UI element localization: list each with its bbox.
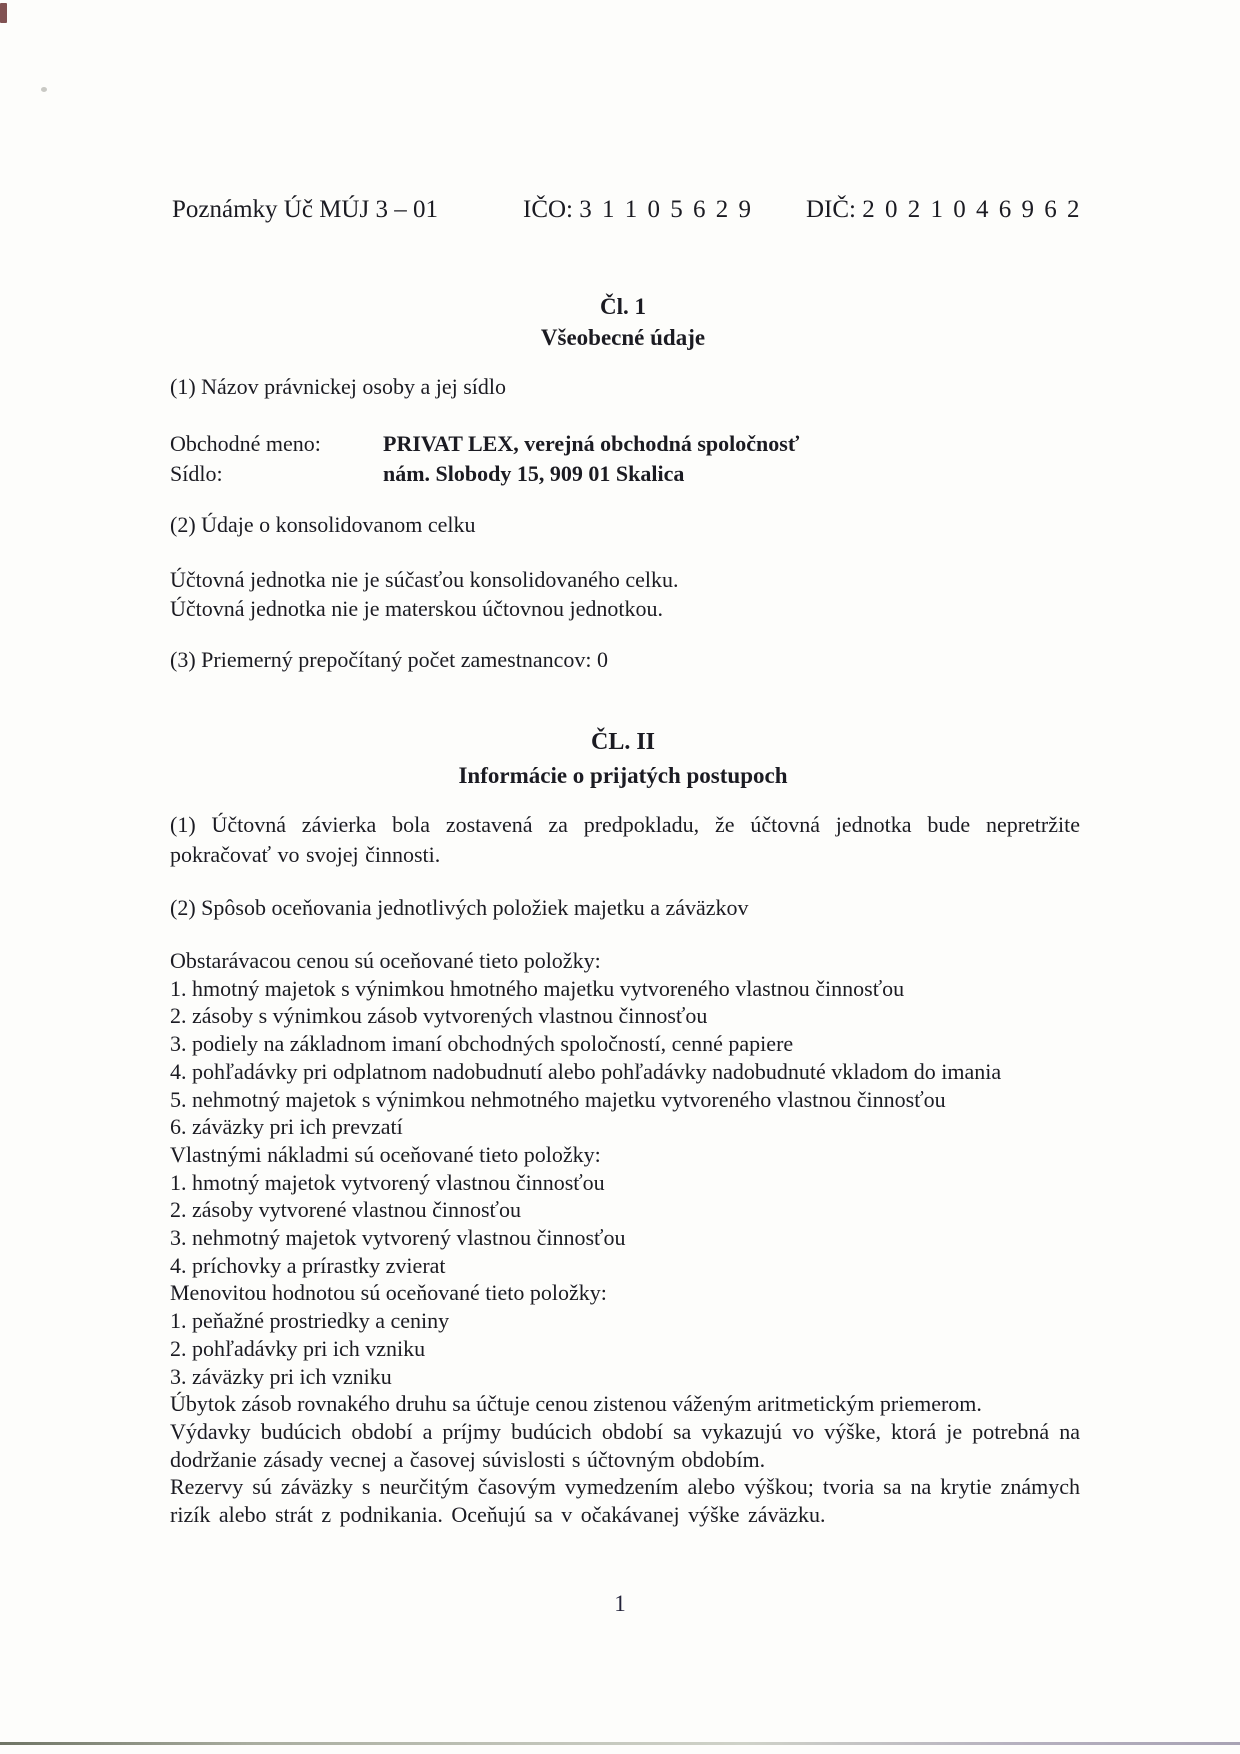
dic-value: 2 0 2 1 0 4 6 9 6 2 [862,196,1082,223]
ico-field [523,196,753,224]
scan-artifact-bottom-edge [0,1742,1240,1745]
consolidation-info [170,565,1082,623]
list-item: 1. hmotný majetok s výnimkou hmotného majetku vytvoreného vlastnou činnosťou [170,975,905,1001]
scan-artifact-top-left [0,3,7,23]
seat-label: Sídlo: [170,460,223,486]
article1-heading: Čl. 1 [600,294,646,319]
list-item: 2. pohľadávky pri ich vzniku [170,1335,426,1361]
article1-point1: (1) Názov právnickej osoby a jej sídlo [170,374,507,399]
closing-paragraph: Úbytok zásob rovnakého druhu sa účtuje cenou zistenou váženým aritmetickým priemerom. [170,1391,982,1417]
article2-point1: (1) Účtovná závierka bola zostavená za predpokladu, že účtovná jednotka bude nepretržite pokračovať vo svojej činnosti. [170,812,1080,867]
list-item: 6. záväzky pri ich prevzatí [170,1114,403,1140]
nominal-value-list [170,1307,1080,1390]
business-name-label: Obchodné meno: [170,431,321,456]
business-name-value: PRIVAT LEX, verejná obchodná spoločnosť [383,431,800,456]
consolidation-line: Účtovná jednotka nie je materskou účtovnou jednotkou. [170,596,664,621]
article1-point3: (3) Priemerný prepočítaný počet zamestnancov: 0 [170,647,609,672]
own-costs-list [170,1169,1080,1280]
form-header-row [0,196,1240,232]
company-identification [170,429,1082,488]
list-item: 2. zásoby s výnimkou zásob vytvorených vlastnou činnosťou [170,1003,708,1029]
seat-row [170,459,1082,489]
closing-paragraph: Výdavky budúcich období a príjmy budúcich období sa vykazujú vo výške, ktorá je potrebná na dodržanie zásady vecnej a časovej súvislosti s účtovným obdobím. [170,1418,1080,1472]
list-item: 3. záväzky pri ich vzniku [170,1363,392,1389]
ico-label: IČO: [523,196,573,223]
list-item: 3. podiely na základnom imaní obchodných spoločností, cenné papiere [170,1031,794,1057]
article1-heading-block [168,291,1078,353]
form-id-label: Poznámky Úč MÚJ 3 – 01 [172,196,438,223]
article1-subheading: Všeobecné údaje [540,325,706,350]
article2-heading: ČL. II [590,729,656,755]
article2-subheading: Informácie o prijatých postupoch [458,763,788,788]
own-costs-intro: Vlastnými nákladmi sú oceňované tieto položky: [170,1141,601,1167]
list-item: 3. nehmotný majetok vytvorený vlastnou činnosťou [170,1225,626,1251]
valuation-methods-section [170,947,1080,1529]
article2-heading-block [168,726,1078,792]
article2-point2: (2) Spôsob oceňovania jednotlivých položiek majetku a záväzkov [170,895,749,920]
acquisition-cost-intro: Obstarávacou cenou sú oceňované tieto položky: [170,948,601,973]
list-item: 4. príchovky a prírastky zvierat [170,1252,446,1278]
nominal-value-intro: Menovitou hodnotou sú oceňované tieto položky: [170,1280,607,1306]
closing-paragraph: Rezervy sú záväzky s neurčitým časovým vymedzením alebo výškou; tvoria sa na krytie známych rizík alebo strát z podnikania. Oceňujú sa v očakávanej výške záväzku. [170,1474,1080,1528]
list-item: 1. hmotný majetok vytvorený vlastnou činnosťou [170,1169,605,1195]
dic-label: DIČ: [806,196,856,223]
list-item: 1. peňažné prostriedky a ceniny [170,1308,450,1334]
list-item: 2. zásoby vytvorené vlastnou činnosťou [170,1197,521,1223]
scan-artifact-speck [41,87,47,92]
business-name-row [170,429,1082,459]
article1-point2: (2) Údaje o konsolidovanom celku [170,512,476,537]
seat-value: nám. Slobody 15, 909 01 Skalica [383,460,685,486]
page-number: 1 [614,1591,626,1616]
list-item: 4. pohľadávky pri odplatnom nadobudnutí alebo pohľadávky nadobudnuté vkladom do imania [170,1058,1002,1084]
dic-field [806,196,1082,224]
acquisition-cost-list [170,975,1080,1141]
ico-value: 3 1 1 0 5 6 2 9 [579,196,753,223]
list-item: 5. nehmotný majetok s výnimkou nehmotného majetku vytvoreného vlastnou činnosťou [170,1086,946,1112]
consolidation-line: Účtovná jednotka nie je súčasťou konsolidovaného celku. [170,567,679,592]
